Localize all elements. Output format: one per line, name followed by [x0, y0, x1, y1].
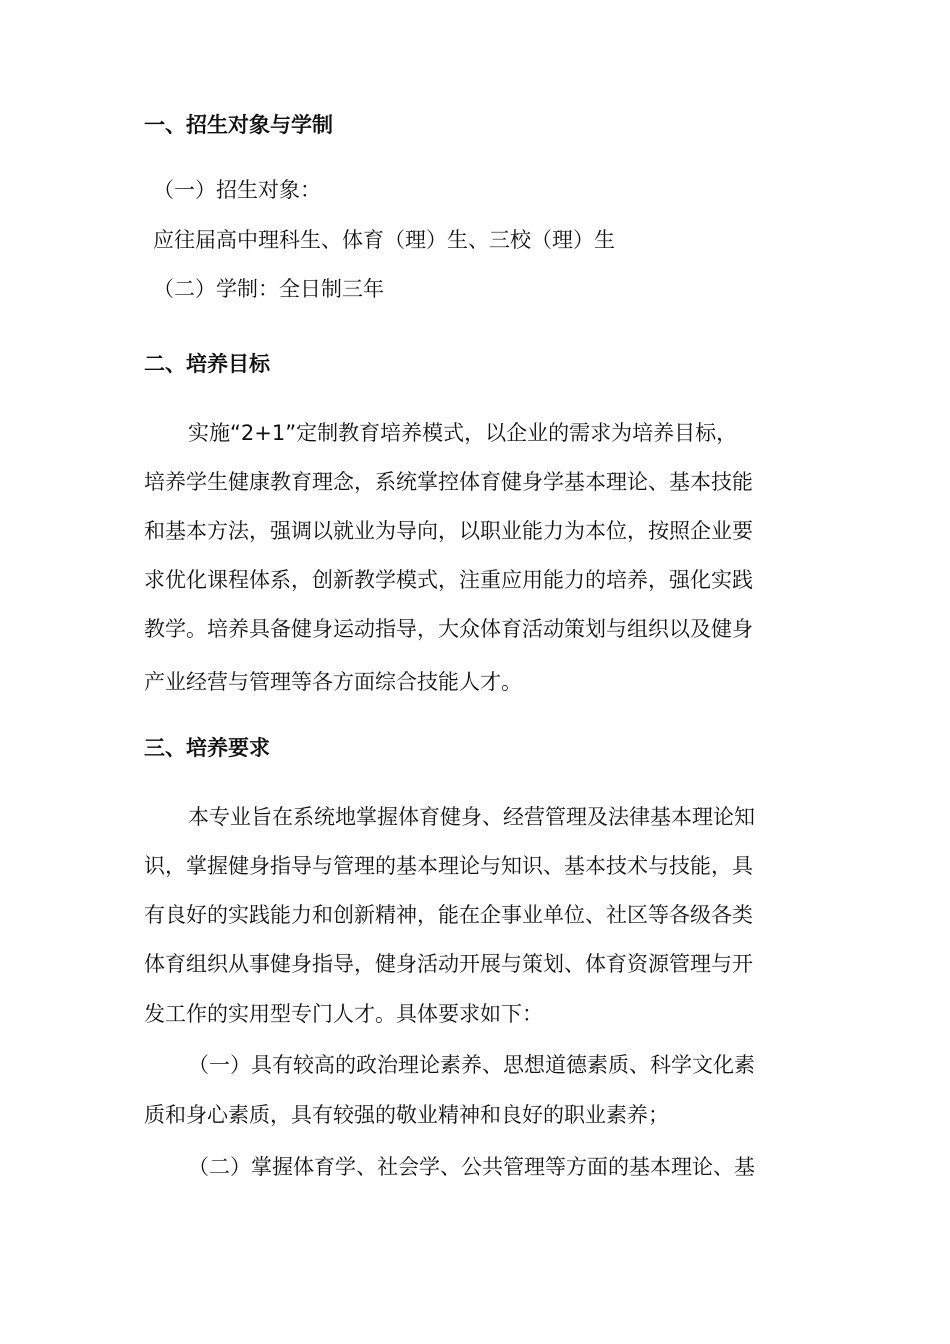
paragraph-line: 实施“2+1”定制教育培养模式，以企业的需求为培养目标， [188, 421, 738, 445]
paragraph-line: （二）掌握体育学、社会学、公共管理等方面的基本理论、基 [188, 1155, 755, 1179]
paragraph-line: 产业经营与管理等各方面综合技能人才。 [144, 670, 522, 694]
schooling-system: （二）学制：全日制三年 [153, 277, 384, 301]
paragraph-line: （一）具有较高的政治理论素养、思想道德素质、科学文化素 [188, 1053, 755, 1077]
enrollment-target-label: （一）招生对象： [153, 178, 321, 202]
paragraph-line: 求优化课程体系，创新教学模式，注重应用能力的培养，强化实践 [144, 568, 753, 592]
paragraph-line: 教学。培养具备健身运动指导，大众体育活动策划与组织以及健身 [144, 617, 753, 641]
section-heading-enrollment: 一、招生对象与学制 [144, 113, 333, 137]
paragraph-line: 发工作的实用型专门人才。具体要求如下： [144, 1002, 543, 1026]
section-heading-requirements: 三、培养要求 [144, 736, 270, 760]
paragraph-line: 有良好的实践能力和创新精神，能在企事业单位、社区等各级各类 [144, 903, 753, 927]
paragraph-line: 体育组织从事健身指导，健身活动开展与策划、体育资源管理与开 [144, 952, 753, 976]
paragraph-line: 和基本方法，强调以就业为导向，以职业能力为本位，按照企业要 [144, 519, 753, 543]
paragraph-line: 本专业旨在系统地掌握体育健身、经营管理及法律基本理论知 [188, 805, 755, 829]
enrollment-target-value: 应往届高中理科生、体育（理）生、三校（理）生 [153, 228, 615, 252]
paragraph-line: 识，掌握健身指导与管理的基本理论与知识、基本技术与技能，具 [144, 854, 753, 878]
paragraph-line: 培养学生健康教育理念，系统掌控体育健身学基本理论、基本技能 [144, 470, 753, 494]
section-heading-goals: 二、培养目标 [144, 352, 270, 376]
paragraph-line: 质和身心素质，具有较强的敬业精神和良好的职业素养； [144, 1103, 669, 1127]
